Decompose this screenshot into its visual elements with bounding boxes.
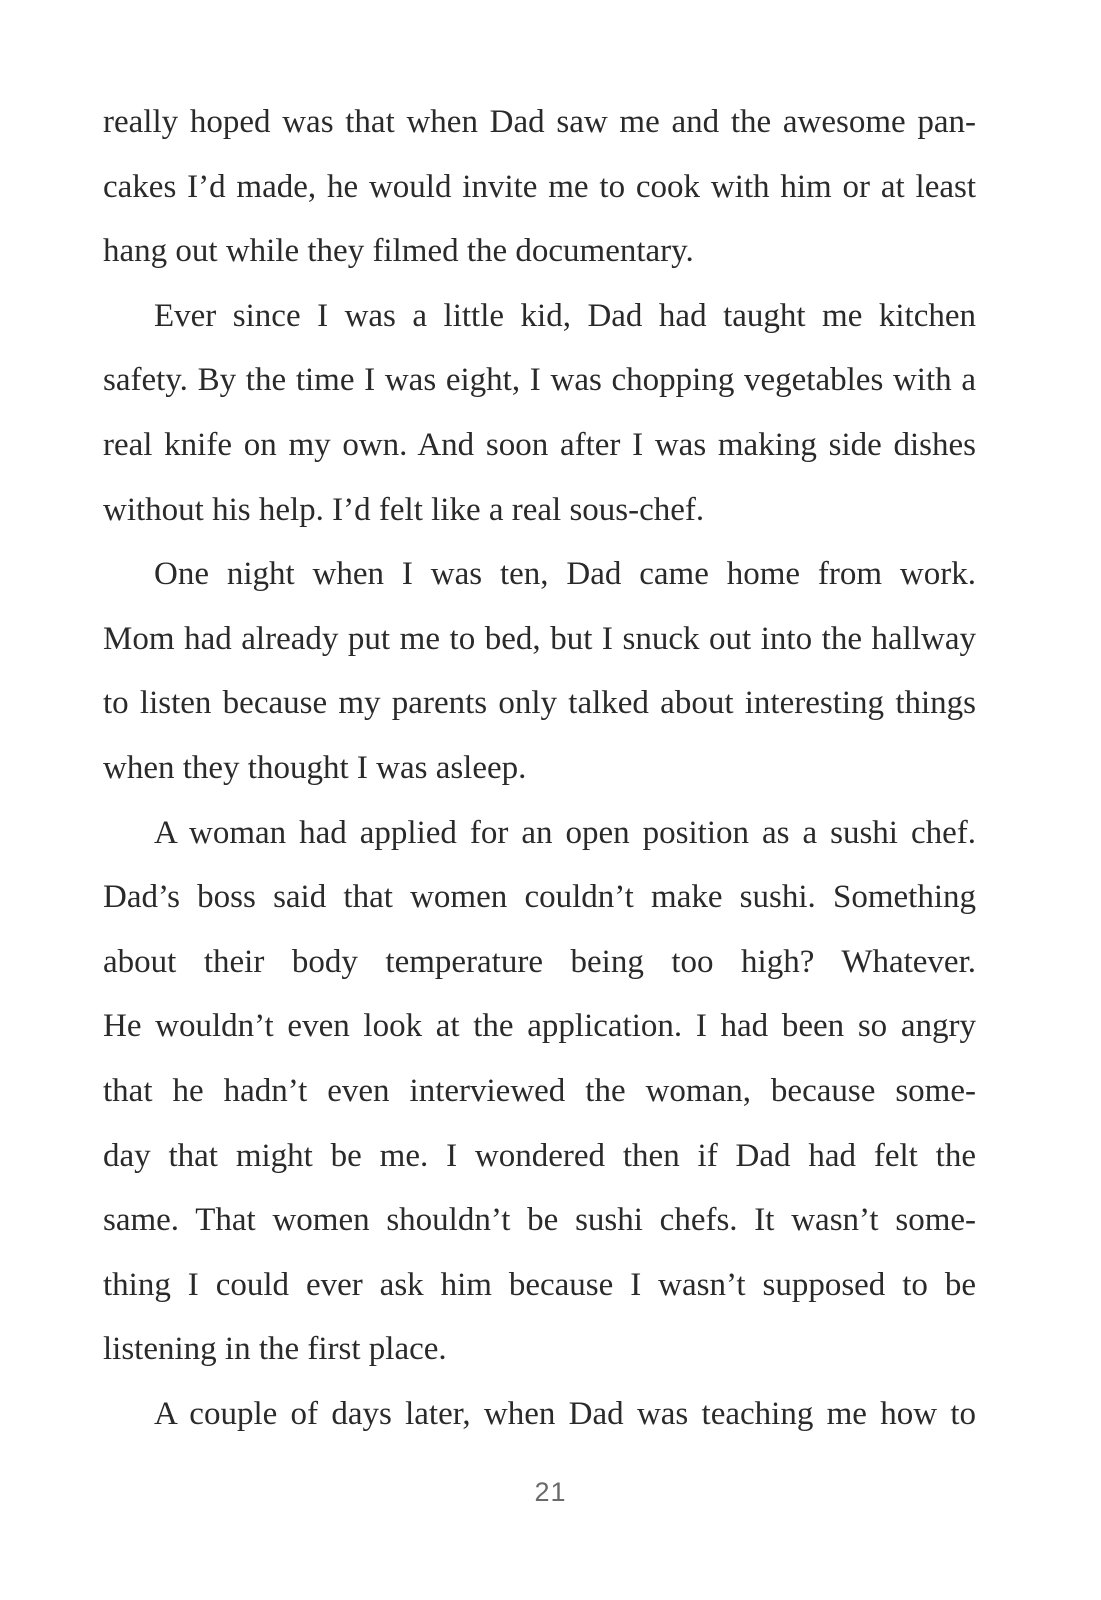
text-line: listening in the first place. <box>103 1331 447 1368</box>
text-line: day that might be me. I wondered then if Dad had felt the <box>103 1137 976 1174</box>
text-line: One night when I was ten, Dad came home from work. <box>154 556 976 593</box>
text-line: when they thought I was asleep. <box>103 749 527 786</box>
text-line: A couple of days later, when Dad was teaching me how to <box>154 1395 976 1432</box>
text-line: Dad’s boss said that women couldn’t make sushi. Something <box>103 879 976 916</box>
text-line: without his help. I’d felt like a real sous-chef. <box>103 491 705 528</box>
text-line: to listen because my parents only talked about interesting things <box>103 685 976 722</box>
text-line: He wouldn’t even look at the application. I had been so angry <box>103 1008 976 1045</box>
text-line: Mom had already put me to bed, but I snuck out into the hallway <box>103 620 976 657</box>
page-number: 21 <box>534 1477 567 1507</box>
text-line: safety. By the time I was eight, I was chopping vegetables with a <box>103 362 976 399</box>
text-line: about their body temperature being too high? Whatever. <box>103 943 976 980</box>
text-line: Ever since I was a little kid, Dad had taught me kitchen <box>154 297 976 334</box>
text-line: same. That women shouldn’t be sushi chefs. It wasn’t some- <box>103 1202 976 1239</box>
text-line: real knife on my own. And soon after I was making side dishes <box>103 426 976 463</box>
text-line: thing I could ever ask him because I wasn’t supposed to be <box>103 1266 976 1303</box>
text-line: that he hadn’t even interviewed the woman, because some- <box>103 1072 976 1109</box>
text-line: hang out while they filmed the documentary. <box>103 233 694 270</box>
text-line: A woman had applied for an open position as a sushi chef. <box>154 814 976 851</box>
text-line: cakes I’d made, he would invite me to cook with him or at least <box>103 168 976 205</box>
text-line: really hoped was that when Dad saw me and the awesome pan- <box>103 104 976 140</box>
body-text <box>103 90 976 1446</box>
